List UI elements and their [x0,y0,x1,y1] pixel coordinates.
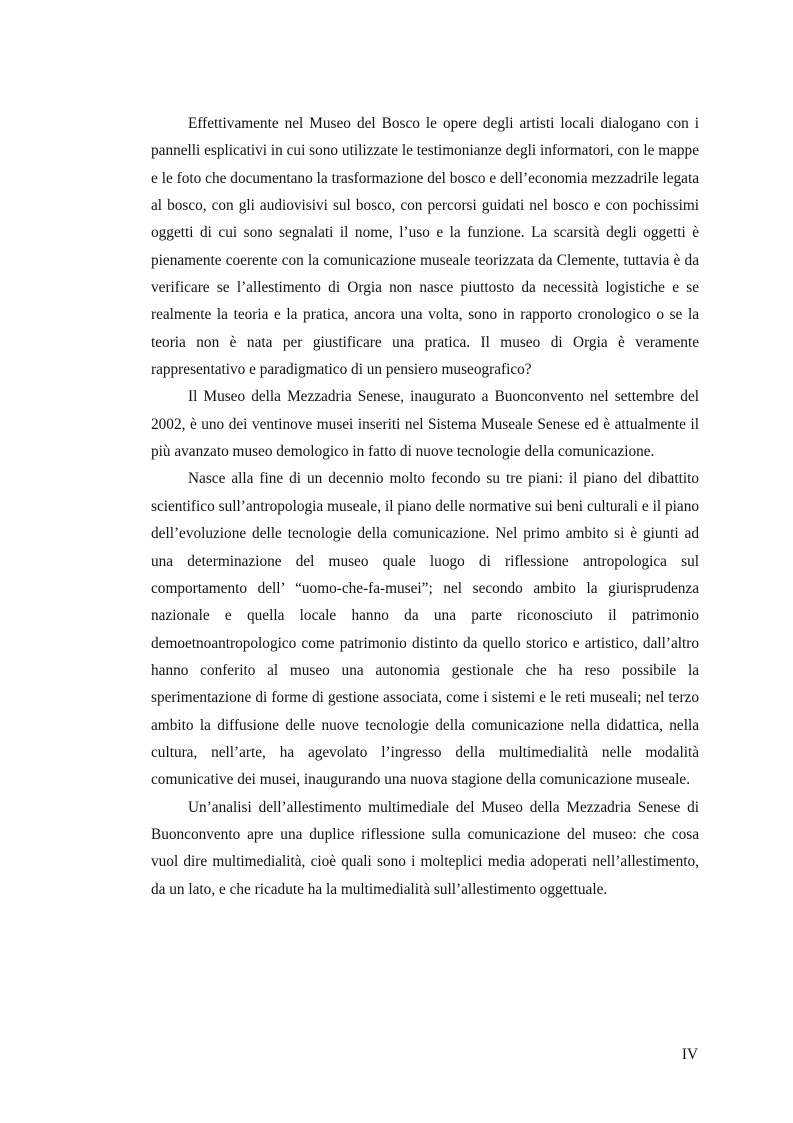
paragraph-museo-del-bosco: Effettivamente nel Museo del Bosco le opere degli artisti locali dialogano con i pannelli esplicativi in cui sono utilizzate le testimonianze degli informatori, con le mappe e le foto che documentano la trasformazione del bosco e dell’economia mezzadrile legata al bosco, con gli audiovisivi sul bosco, con percorsi guidati nel bosco e con pochissimi oggetti di cui sono segnalati il nome, l’uso e la funzione. La scarsità degli oggetti è pienamente coerente con la comunicazione museale teorizzata da Clemente, tuttavia è da verificare se l’allestimento di Orgia non nasce piuttosto da necessità logistiche e se realmente la teoria e la pratica, ancora una volta, sono in rapporto cronologico o se la teoria non è nata per giustificare una pratica. Il museo di Orgia è veramente rappresentativo e paradigmatico di un pensiero museografico? [151,115,699,379]
paragraph-analisi-allestimento: Un’analisi dell’allestimento multimediale del Museo della Mezzadria Senese di Buonconvento apre una duplice riflessione sulla comunicazione del museo: che cosa vuol dire multimedialità, cioè quali sono i molteplici media adoperati nell’allestimento, da un lato, e che ricadute ha la multimedialità sull’allestimento oggettuale. [151,798,699,898]
paragraph-decennio-fecondo: Nasce alla fine di un decennio molto fecondo su tre piani: il piano del dibattito scientifico sull’antropologia museale, il piano delle normative sui beni culturali e il piano dell’evoluzione delle tecnologie della comunicazione. Nel primo ambito si è giunti ad una determinazione del museo quale luogo di riflessione antropologica sul comportamento dell’ “uomo-che-fa-musei”; nel secondo ambito la giurisprudenza nazionale e quella locale hanno da una parte riconosciuto il patrimonio demoetnoantropologico come patrimonio distinto da quello storico e artistico, dall’altro hanno conferito al museo una autonomia gestionale che ha reso possibile la sperimentazione di forme di gestione associata, come i sistemi e le reti museali; nel terzo ambito la diffusione delle nuove tecnologie della comunicazione nella didattica, nella cultura, nell’arte, ha agevolato l’ingresso della multimedialità nelle modalità comunicative dei musei, inaugurando una nuova stagione della comunicazione museale. [151,470,699,789]
page-number: IV [681,1046,698,1063]
body-text [151,110,699,903]
paragraph-museo-mezzadria: Il Museo della Mezzadria Senese, inaugurato a Buonconvento nel settembre del 2002, è uno dei ventinove musei inseriti nel Sistema Museale Senese ed è attualmente il più avanzato museo demologico in fatto di nuove tecnologie della comunicazione. [151,388,699,461]
